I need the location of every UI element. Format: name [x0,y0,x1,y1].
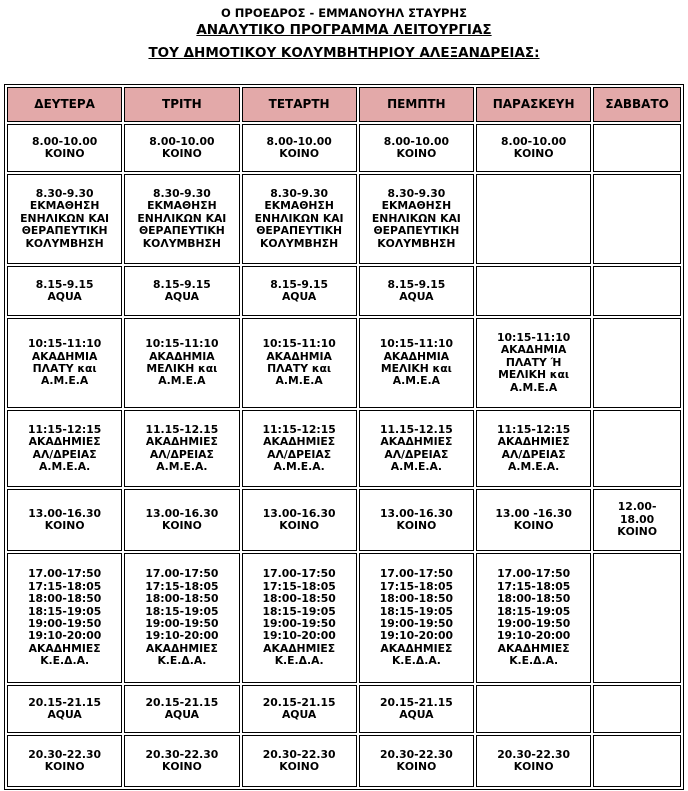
table-row [7,266,681,316]
table-cell: 8.30-9.30 ΕΚΜΑΘΗΣΗ ΕΝΗΛΙΚΩΝ ΚΑΙ ΘΕΡΑΠΕΥΤΙΚΗ ΚΟΛΥΜΒΗΣΗ [242,174,357,264]
table-cell: 8.15-9.15 AQUA [7,266,122,316]
table-cell: 20.30-22.30 ΚΟΙΝΟ [476,735,591,787]
table-cell [476,266,591,316]
table-cell: 8.00-10.00 ΚΟΙΝΟ [476,124,591,172]
day-header-monday: ΔΕΥΤΕΡΑ [7,87,122,122]
table-cell [593,174,681,264]
table-cell: 17.00-17:50 17:15-18:05 18:00-18:50 18:15-19:05 19:00-19:50 19:10-20:00 ΑΚΑΔΗΜΙΕΣ Κ.Ε.Δ.Α. [476,553,591,683]
schedule-subtitle: ΤΟΥ ΔΗΜΟΤΙΚΟΥ ΚΟΛΥΜΒΗΤΗΡΙΟΥ ΑΛΕΞΑΝΔΡΕΙΑΣ: [148,45,540,61]
table-cell: 8.30-9.30 ΕΚΜΑΘΗΣΗ ΕΝΗΛΙΚΩΝ ΚΑΙ ΘΕΡΑΠΕΥΤΙΚΗ ΚΟΛΥΜΒΗΣΗ [359,174,474,264]
table-cell: 11.15-12.15 ΑΚΑΔΗΜΙΕΣ ΑΛ/ΔΡΕΙΑΣ Α.Μ.Ε.Α. [359,410,474,487]
table-row [7,124,681,172]
day-header-saturday: ΣΑΒΒΑΤΟ [593,87,681,122]
table-cell: 12.00- 18.00 ΚΟΙΝΟ [593,489,681,551]
table-cell: 11:15-12:15 ΑΚΑΔΗΜΙΕΣ ΑΛ/ΔΡΕΙΑΣ Α.Μ.Ε.Α. [476,410,591,487]
table-cell: 13.00-16.30 ΚΟΙΝΟ [124,489,239,551]
table-row [7,410,681,487]
table-cell: 8.00-10.00 ΚΟΙΝΟ [359,124,474,172]
day-header-thursday: ΠΕΜΠΤΗ [359,87,474,122]
table-cell: 20.15-21.15 AQUA [7,685,122,733]
table-cell: 11:15-12:15 ΑΚΑΔΗΜΙΕΣ ΑΛ/ΔΡΕΙΑΣ Α.Μ.Ε.Α. [242,410,357,487]
table-row [7,174,681,264]
table-cell: 20.30-22.30 ΚΟΙΝΟ [7,735,122,787]
table-cell: 8.00-10.00 ΚΟΙΝΟ [242,124,357,172]
table-row [7,735,681,787]
table-cell [593,735,681,787]
table-cell: 17.00-17:50 17:15-18:05 18:00-18:50 18:15-19:05 19:00-19:50 19:10-20:00 ΑΚΑΔΗΜΙΕΣ Κ.Ε.Δ.Α. [124,553,239,683]
table-cell: 10:15-11:10 ΑΚΑΔΗΜΙΑ ΠΛΑΤΥ Ή ΜΕΛΙΚΗ και Α.Μ.Ε.Α [476,318,591,408]
table-cell: 8.30-9.30 ΕΚΜΑΘΗΣΗ ΕΝΗΛΙΚΩΝ ΚΑΙ ΘΕΡΑΠΕΥΤΙΚΗ ΚΟΛΥΜΒΗΣΗ [124,174,239,264]
table-cell: 13.00 -16.30 ΚΟΙΝΟ [476,489,591,551]
table-row [7,685,681,733]
table-cell: 8.15-9.15 AQUA [359,266,474,316]
table-cell: 17.00-17:50 17:15-18:05 18:00-18:50 18:15-19:05 19:00-19:50 19:10-20:00 ΑΚΑΔΗΜΙΕΣ Κ.Ε.Δ.Α. [242,553,357,683]
day-header-row [7,87,681,122]
table-cell [593,124,681,172]
president-line: Ο ΠΡΟΕΔΡΟΣ - ΕΜΜΑΝΟΥΗΛ ΣΤΑΥΡΗΣ [221,6,467,20]
table-cell: 8.30-9.30 ΕΚΜΑΘΗΣΗ ΕΝΗΛΙΚΩΝ ΚΑΙ ΘΕΡΑΠΕΥΤΙΚΗ ΚΟΛΥΜΒΗΣΗ [7,174,122,264]
table-cell: 20.15-21.15 AQUA [359,685,474,733]
table-cell: 10:15-11:10 ΑΚΑΔΗΜΙΑ ΜΕΛΙΚΗ και Α.Μ.Ε.Α [124,318,239,408]
table-cell: 20.30-22.30 ΚΟΙΝΟ [359,735,474,787]
table-cell [593,266,681,316]
table-cell: 8.00-10.00 ΚΟΙΝΟ [124,124,239,172]
table-cell: 8.15-9.15 AQUA [124,266,239,316]
table-cell: 17.00-17:50 17:15-18:05 18:00-18:50 18:15-19:05 19:00-19:50 19:10-20:00 ΑΚΑΔΗΜΙΕΣ Κ.Ε.Δ.Α. [359,553,474,683]
table-cell [593,685,681,733]
table-cell: 13.00-16.30 ΚΟΙΝΟ [242,489,357,551]
table-cell [476,174,591,264]
schedule-title: ΑΝΑΛΥΤΙΚΟ ΠΡΟΓΡΑΜΜΑ ΛΕΙΤΟΥΡΓΙΑΣ [196,22,492,38]
table-cell: 11:15-12:15 ΑΚΑΔΗΜΙΕΣ ΑΛ/ΔΡΕΙΑΣ Α.Μ.Ε.Α. [7,410,122,487]
table-cell: 13.00-16.30 ΚΟΙΝΟ [7,489,122,551]
table-cell: 20.15-21.15 AQUA [242,685,357,733]
table-cell: 13.00-16.30 ΚΟΙΝΟ [359,489,474,551]
table-cell [593,553,681,683]
table-cell: 8.00-10.00 ΚΟΙΝΟ [7,124,122,172]
table-row [7,553,681,683]
table-cell: 10:15-11:10 ΑΚΑΔΗΜΙΑ ΠΛΑΤΥ και Α.Μ.Ε.Α [242,318,357,408]
table-cell: 10:15-11:10 ΑΚΑΔΗΜΙΑ ΜΕΛΙΚΗ και Α.Μ.Ε.Α [359,318,474,408]
day-header-wednesday: ΤΕΤΑΡΤΗ [242,87,357,122]
day-header-friday: ΠΑΡΑΣΚΕΥΗ [476,87,591,122]
table-cell: 20.30-22.30 ΚΟΙΝΟ [242,735,357,787]
table-cell: 17.00-17:50 17:15-18:05 18:00-18:50 18:15-19:05 19:00-19:50 19:10-20:00 ΑΚΑΔΗΜΙΕΣ Κ.Ε.Δ.Α. [7,553,122,683]
table-row [7,318,681,408]
table-cell: 20.15-21.15 AQUA [124,685,239,733]
table-cell [593,410,681,487]
table-cell: 8.15-9.15 AQUA [242,266,357,316]
table-cell [593,318,681,408]
table-cell [476,685,591,733]
schedule-table [4,84,684,790]
table-cell: 20.30-22.30 ΚΟΙΝΟ [124,735,239,787]
table-cell: 11.15-12.15 ΑΚΑΔΗΜΙΕΣ ΑΛ/ΔΡΕΙΑΣ Α.Μ.Ε.Α. [124,410,239,487]
table-row [7,489,681,551]
day-header-tuesday: ΤΡΙΤΗ [124,87,239,122]
table-cell: 10:15-11:10 ΑΚΑΔΗΜΙΑ ΠΛΑΤΥ και Α.Μ.Ε.Α [7,318,122,408]
